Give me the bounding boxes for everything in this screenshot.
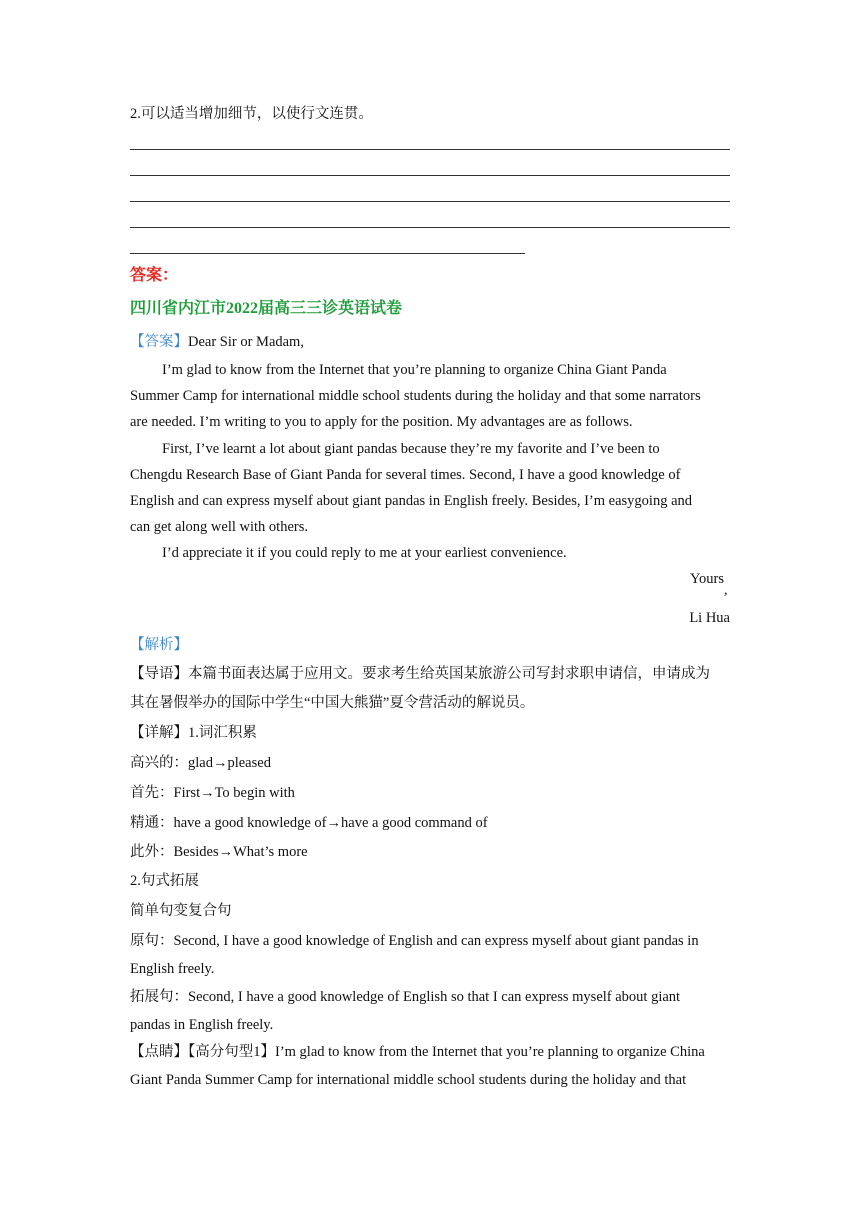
detail-paragraph — [130, 726, 257, 741]
answer-blank-line — [130, 175, 730, 176]
letter-salutation: Dear Sir or Madam, — [188, 334, 304, 350]
vocab-item: 高兴的：glad→pleased — [130, 755, 271, 771]
highlight-tag: 【点睛】 — [130, 1044, 188, 1060]
answer-paragraph — [130, 335, 304, 350]
letter-line: I’m glad to know from the Internet that you’re planning to organize China Giant Panda — [162, 362, 667, 378]
expanded-sentence: 拓展句：Second, I have a good knowledge of English so that I can express myself about giant — [130, 989, 681, 1005]
guide-text-line: 其在暑假举办的国际中学生“中国大熊猫”夏令营活动的解说员。 — [130, 695, 535, 711]
guide-paragraph — [130, 667, 710, 682]
detail-tag: 【详解】 — [130, 725, 188, 741]
guide-tag: 【导语】 — [130, 666, 188, 682]
letter-closing-comma: , — [724, 583, 728, 598]
answer-tag: 【答案】 — [130, 334, 188, 350]
original-sentence: 原句：Second, I have a good knowledge of English and can express myself about giant pandas in — [130, 933, 699, 949]
original-sentence-cont: English freely. — [130, 961, 215, 977]
highlight-subtag: 【高分句型1】 — [188, 1044, 275, 1060]
sentence-heading: 2.句式拓展 — [130, 873, 199, 889]
highlight-text-line: Giant Panda Summer Camp for international middle school students during the holiday and that — [130, 1072, 687, 1088]
letter-line: can get along well with others. — [130, 519, 308, 535]
vocab-item: 首先：First→To begin with — [130, 785, 295, 801]
letter-closing: Yours — [690, 571, 724, 587]
letter-line: I’d appreciate it if you could reply to me at your earliest convenience. — [162, 545, 567, 561]
paper-title: 四川省内江市2022届高三三诊英语试卷 — [130, 300, 403, 317]
analysis-heading: 【解析】 — [130, 637, 188, 653]
letter-line: Summer Camp for international middle school students during the holiday and that some narrators — [130, 388, 701, 404]
expanded-sentence-cont: pandas in English freely. — [130, 1017, 274, 1033]
letter-line: English and can express myself about giant pandas in English freely. Besides, I’m easygoing and — [130, 493, 693, 509]
answer-heading: 答案： — [130, 267, 179, 284]
vocab-item: 精通：have a good knowledge of→have a good command of — [130, 815, 488, 831]
highlight-paragraph — [130, 1045, 705, 1060]
guide-text: 本篇书面表达属于应用文。要求考生给英国某旅游公司写封求职申请信，申请成为 — [188, 666, 710, 682]
letter-signature: Li Hua — [689, 610, 730, 626]
letter-line: First, I’ve learnt a lot about giant pandas because they’re my favorite and I’ve been to — [162, 441, 660, 457]
letter-line: Chengdu Research Base of Giant Panda for several times. Second, I have a good knowledge of — [130, 467, 681, 483]
detail-heading: 1.词汇积累 — [188, 725, 257, 741]
sentence-subheading: 简单句变复合句 — [130, 903, 232, 919]
answer-blank-line — [130, 253, 525, 254]
answer-blank-line — [130, 201, 730, 202]
highlight-text: I’m glad to know from the Internet that you’re planning to organize China — [275, 1044, 705, 1060]
answer-blank-line — [130, 149, 730, 150]
letter-line: are needed. I’m writing to you to apply for the position. My advantages are as follows. — [130, 414, 633, 430]
vocab-item: 此外：Besides→What’s more — [130, 844, 308, 860]
instruction-item-2: 2.可以适当增加细节，以使行文连贯。 — [130, 106, 373, 122]
answer-blank-line — [130, 227, 730, 228]
